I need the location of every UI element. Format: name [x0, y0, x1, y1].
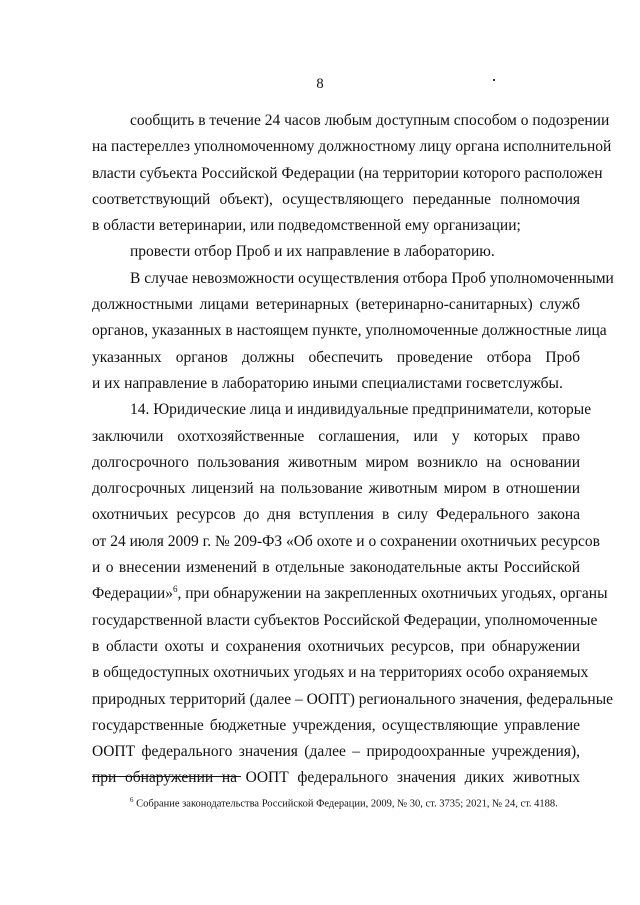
body-text [92, 108, 614, 792]
text-line: государственные бюджетные учреждения, осуществляющие управление [92, 716, 580, 734]
text-line: в области охоты и сохранения охотничьих ресурсов, при обнаружении [92, 637, 580, 655]
text-line: соответствующий объект), осуществляющего переданные полномочия [92, 190, 580, 208]
scan-speck [493, 79, 495, 81]
text-line: сообщить в течение 24 часов любым доступным способом о подозрении [130, 112, 610, 129]
text-line: и их направление в лабораторию иными специалистами госветслужбы. [92, 374, 563, 392]
footnote-marker: 6 [130, 796, 134, 804]
text-line: указанных органов должны обеспечить проведение отбора Проб [92, 348, 580, 366]
text-line: и о внесении изменений в отдельные законодательные акты Российской [92, 559, 580, 577]
text-line: заключили охотхозяйственные соглашения, или у которых право [92, 427, 580, 445]
text-line: ООПТ федерального значения (далее – природоохранные учреждения), [92, 743, 580, 761]
text-line: провести отбор Проб и их направление в лабораторию. [130, 243, 495, 261]
text-line: долгосрочных лицензий на пользование животным миром в отношении [92, 480, 580, 498]
text-segment: Федерации» [92, 585, 173, 603]
text-line: В случае невозможности осуществления отбора Проб уполномоченными [130, 269, 614, 287]
text-line: на пастереллез уполномоченному должностному лицу органа исполнительной [92, 138, 612, 156]
text-line: при обнаружении на ООПТ федерального значения диких животных [92, 769, 580, 787]
text-line: в области ветеринарии, или подведомственной ему организации; [92, 217, 521, 235]
footnote-divider [92, 776, 241, 777]
text-line: государственной власти субъектов Российской Федерации, уполномоченные [92, 611, 598, 629]
text-line: власти субъекта Российской Федерации (на территории которого расположен [92, 164, 603, 182]
text-line: охотничьих ресурсов до дня вступления в силу Федерального закона [92, 506, 580, 524]
text-line: долгосрочного пользования животным миром возникло на основании [92, 453, 580, 471]
text-segment: , при обнаружении на закрепленных охотничьих угодьях, органы [177, 585, 608, 603]
footnote-reference[interactable]: 6 [172, 584, 178, 595]
text-line: в общедоступных охотничьих угодьях и на территориях особо охраняемых [92, 664, 589, 682]
text-line: 14. Юридические лица и индивидуальные предприниматели, которые [130, 401, 592, 419]
page-number: 8 [316, 76, 324, 92]
text-line-with-footnote-ref [92, 581, 608, 607]
footnote [130, 796, 558, 810]
text-line: должностными лицами ветеринарных (ветеринарно-санитарных) служб [92, 296, 580, 314]
footnote-text: Собрание законодательства Российской Федерации, 2009, № 30, ст. 3735; 2021, № 24, ст. 4188. [133, 798, 558, 810]
text-line: от 24 июля 2009 г. № 209-ФЗ «Об охоте и о сохранении охотничьих ресурсов [92, 532, 601, 550]
text-line: природных территорий (далее – ООПТ) регионального значения, федеральные [92, 690, 613, 708]
text-line: органов, указанных в настоящем пункте, уполномоченные должностные лица [92, 322, 607, 340]
